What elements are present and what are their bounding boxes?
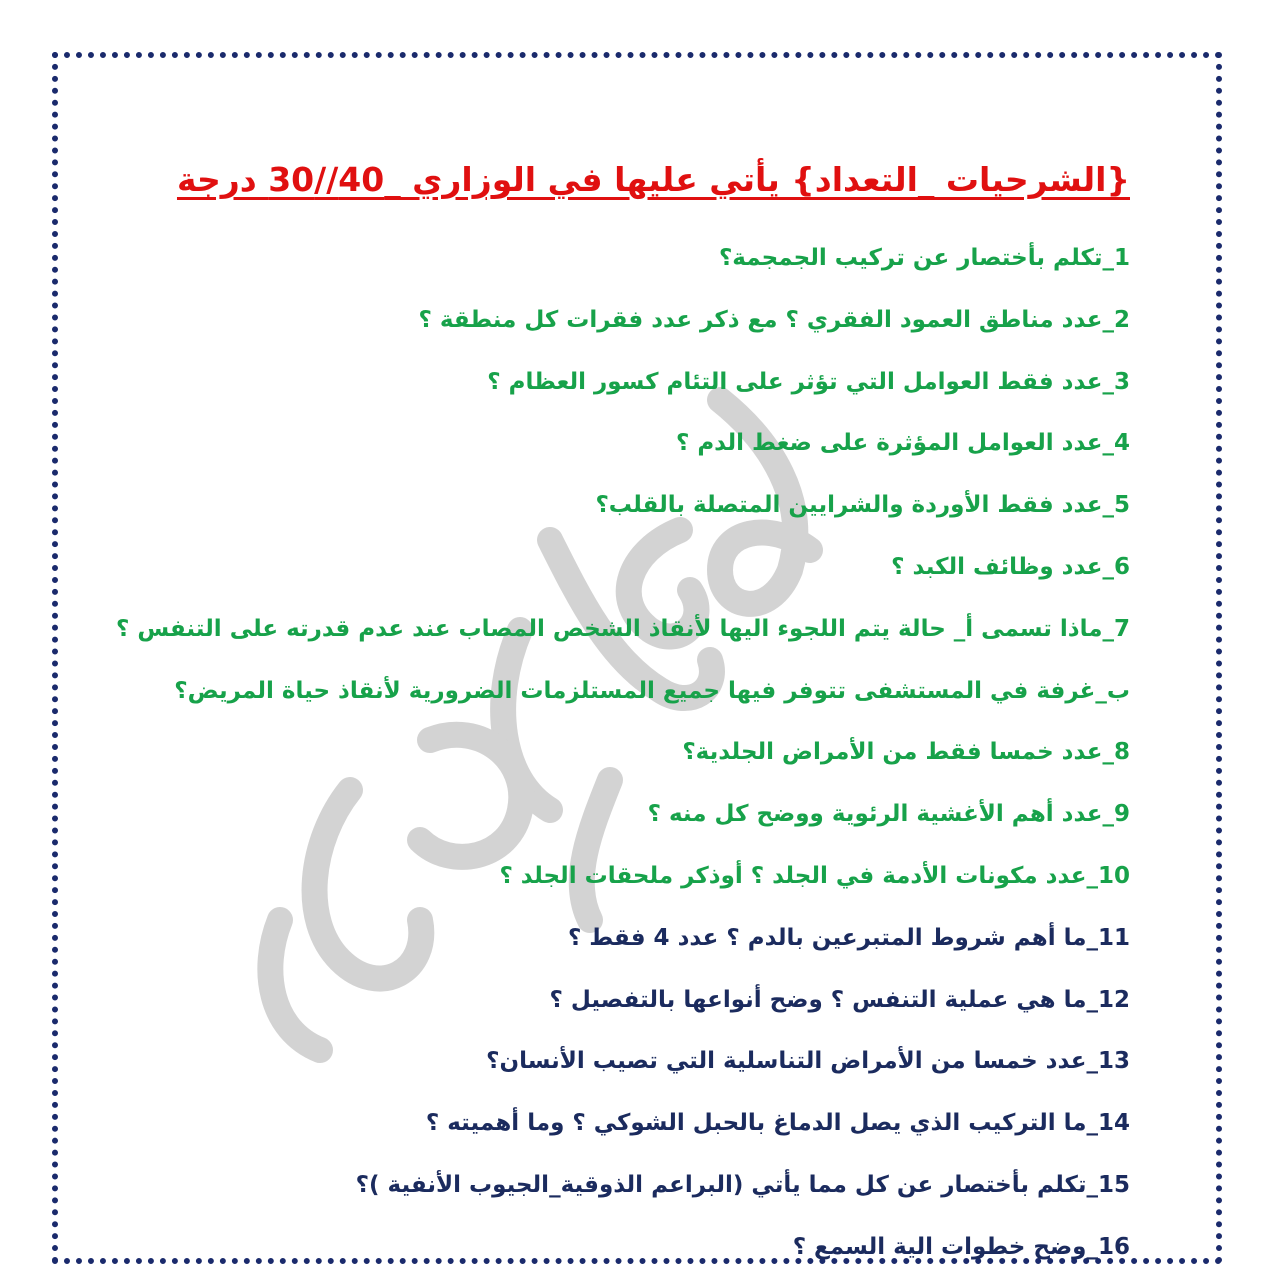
question-6: 6_عدد وظائف الكبد ؟ <box>891 553 1130 580</box>
question-14: 14_ما التركيب الذي يصل الدماغ بالحبل الشوكي ؟ وما أهميته ؟ <box>425 1110 1130 1137</box>
question-16: 16_وضح خطوات الية السمع ؟ <box>792 1233 1130 1260</box>
question-11: 11_ما أهم شروط المتبرعين بالدم ؟ عدد 4 فقط ؟ <box>567 924 1130 951</box>
question-7b: ب_غرفة في المستشفى تتوفر فيها جميع المستلزمات الضرورية لأنقاذ حياة المريض؟ <box>174 677 1130 704</box>
question-5: 5_عدد فقط الأوردة والشرايين المتصلة بالقلب؟ <box>595 492 1130 519</box>
page-title: {الشرحيات _التعداد} يأتي عليها في الوزاري _40//30 درجة <box>176 160 1130 199</box>
question-list <box>115 228 1130 1279</box>
question-3: 3_عدد فقط العوامل التي تؤثر على التئام كسور العظام ؟ <box>487 368 1130 395</box>
question-1: 1_تكلم بأختصار عن تركيب الجمجمة؟ <box>718 245 1130 271</box>
question-8: 8_عدد خمسا فقط من الأمراض الجلدية؟ <box>682 739 1130 766</box>
question-2: 2_عدد مناطق العمود الفقري ؟ مع ذكر عدد فقرات كل منطقة ؟ <box>418 306 1130 333</box>
document-body <box>115 150 1130 1279</box>
question-13: 13_عدد خمسا من الأمراض التناسلية التي تصيب الأنسان؟ <box>486 1048 1130 1075</box>
question-4: 4_عدد العوامل المؤثرة على ضغط الدم ؟ <box>675 430 1130 457</box>
question-15: 15_تكلم بأختصار عن كل مما يأتي (البراعم الذوقية_الجيوب الأنفية )؟ <box>355 1171 1130 1198</box>
question-10: 10_عدد مكونات الأدمة في الجلد ؟ أوذكر ملحقات الجلد ؟ <box>499 862 1130 889</box>
question-9: 9_عدد أهم الأغشية الرئوية ووضح كل منه ؟ <box>647 801 1130 828</box>
question-7a: 7_ماذا تسمى أ_ حالة يتم اللجوء اليها لأنقاذ الشخص المصاب عند عدم قدرته على التنفس ؟ <box>115 615 1130 642</box>
question-12: 12_ما هي عملية التنفس ؟ وضح أنواعها بالتفصيل ؟ <box>549 986 1130 1013</box>
